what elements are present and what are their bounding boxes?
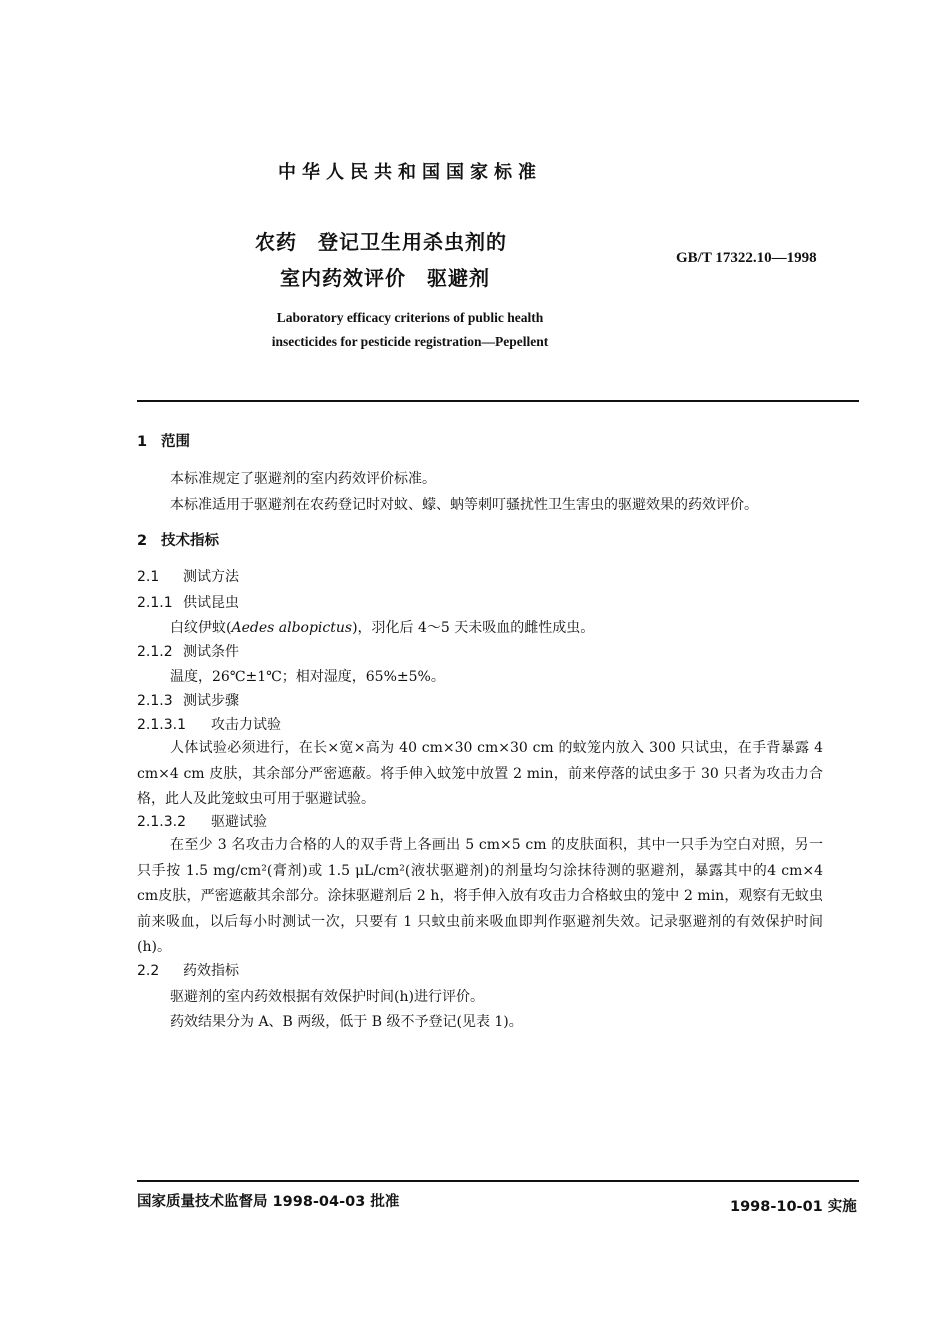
section-number: 2.1 xyxy=(137,569,160,585)
section-title: 攻击力试验 xyxy=(211,717,281,733)
scope-paragraph-2: 本标准适用于驱避剂在农药登记时对蚊、蠓、蚋等刺叮骚扰性卫生害虫的驱避效果的药效评价。 xyxy=(170,497,758,513)
section-number: 2.1.2 xyxy=(137,644,173,660)
section-2-2-heading xyxy=(137,960,239,980)
repellency-test-paragraph: 在至少 3 名攻击力合格的人的双手背上各画出 5 cm×5 cm 的皮肤面积，其中一只手为空白对照，另一只手按 1.5 mg/cm²(膏剂)或 1.5 μL/cm²(液状驱避剂)的剂量均匀涂抹待测的驱避剂，暴露其中的4 cm×4 cm皮肤，严密遮蔽其余部分。涂抹驱避剂后 2 h，将手伸入放有攻击力合格蚊虫的笼中 2 min，观察有无蚊虫前来吸血，以后每小时测试一次，只要有 1 只蚊虫前来吸血即判作驱避剂失效。记录驱避剂的有效保护时间(h)。 xyxy=(137,837,823,955)
section-title: 供试昆虫 xyxy=(183,595,239,611)
section-2-1-3-heading xyxy=(137,690,239,710)
section-2-1-3-2-heading xyxy=(137,811,267,831)
text-run: 白纹伊蚊( xyxy=(170,620,232,636)
section-title: 测试步骤 xyxy=(183,693,239,709)
section-number: 2 xyxy=(137,533,148,549)
section-number: 2.1.3.1 xyxy=(137,717,186,733)
section-title: 范围 xyxy=(161,434,190,450)
approval-line: 国家质量技术监督局 1998-04-03 批准 xyxy=(137,1194,400,1210)
title-en-line2: insecticides for pesticide registration—Pepellent xyxy=(271,334,549,349)
title-zh-line1: 农药 登记卫生用杀虫剂的 xyxy=(255,230,507,254)
section-title: 驱避试验 xyxy=(211,814,267,830)
section-2-1-heading xyxy=(137,566,239,586)
title-en-line1: Laboratory efficacy criterions of public health xyxy=(276,310,544,325)
implementation-line: 1998-10-01 实施 xyxy=(730,1199,857,1215)
attack-test-paragraph: 人体试验必须进行，在长×宽×高为 40 cm×30 cm×30 cm 的蚊笼内放入 300 只试虫，在手背暴露 4 cm×4 cm 皮肤，其余部分严密遮蔽。将手伸入蚊笼中放置 2 min，前来停落的试虫多于 30 只者为攻击力合格，此人及此笼蚊虫可用于驱避试验。 xyxy=(137,740,823,807)
efficacy-paragraph-2: 药效结果分为 A、B 两级，低于 B 级不予登记(见表 1)。 xyxy=(170,1014,523,1030)
section-2-1-1-heading xyxy=(137,592,239,612)
test-insect-paragraph xyxy=(170,617,594,637)
section-title: 技术指标 xyxy=(161,533,219,549)
text-run: )，羽化后 4～5 天未吸血的雌性成虫。 xyxy=(352,620,595,636)
section-title: 测试方法 xyxy=(183,569,239,585)
section-2-1-3-1-heading xyxy=(137,714,281,734)
species-name: Aedes albopictus xyxy=(231,620,353,636)
section-number: 1 xyxy=(137,434,148,450)
test-conditions-paragraph: 温度，26℃±1℃；相对湿度，65%±5%。 xyxy=(170,669,445,685)
section-title: 测试条件 xyxy=(183,644,239,660)
efficacy-paragraph-1: 驱避剂的室内药效根据有效保护时间(h)进行评价。 xyxy=(170,989,484,1005)
section-number: 2.1.3 xyxy=(137,693,173,709)
section-2-1-2-heading xyxy=(137,641,239,661)
section-number: 2.1.1 xyxy=(137,595,173,611)
header-divider xyxy=(137,400,859,402)
section-2-heading xyxy=(137,529,219,550)
footer-divider xyxy=(137,1180,859,1182)
national-standard-heading: 中华人民共和国国家标准 xyxy=(278,162,542,183)
section-number: 2.2 xyxy=(137,963,160,979)
section-1-heading xyxy=(137,430,190,451)
standard-number: GB/T 17322.10—1998 xyxy=(676,250,817,266)
section-title: 药效指标 xyxy=(183,963,239,979)
section-number: 2.1.3.2 xyxy=(137,814,186,830)
scope-paragraph-1: 本标准规定了驱避剂的室内药效评价标准。 xyxy=(170,471,436,487)
title-zh-line2: 室内药效评价 驱避剂 xyxy=(280,266,490,290)
